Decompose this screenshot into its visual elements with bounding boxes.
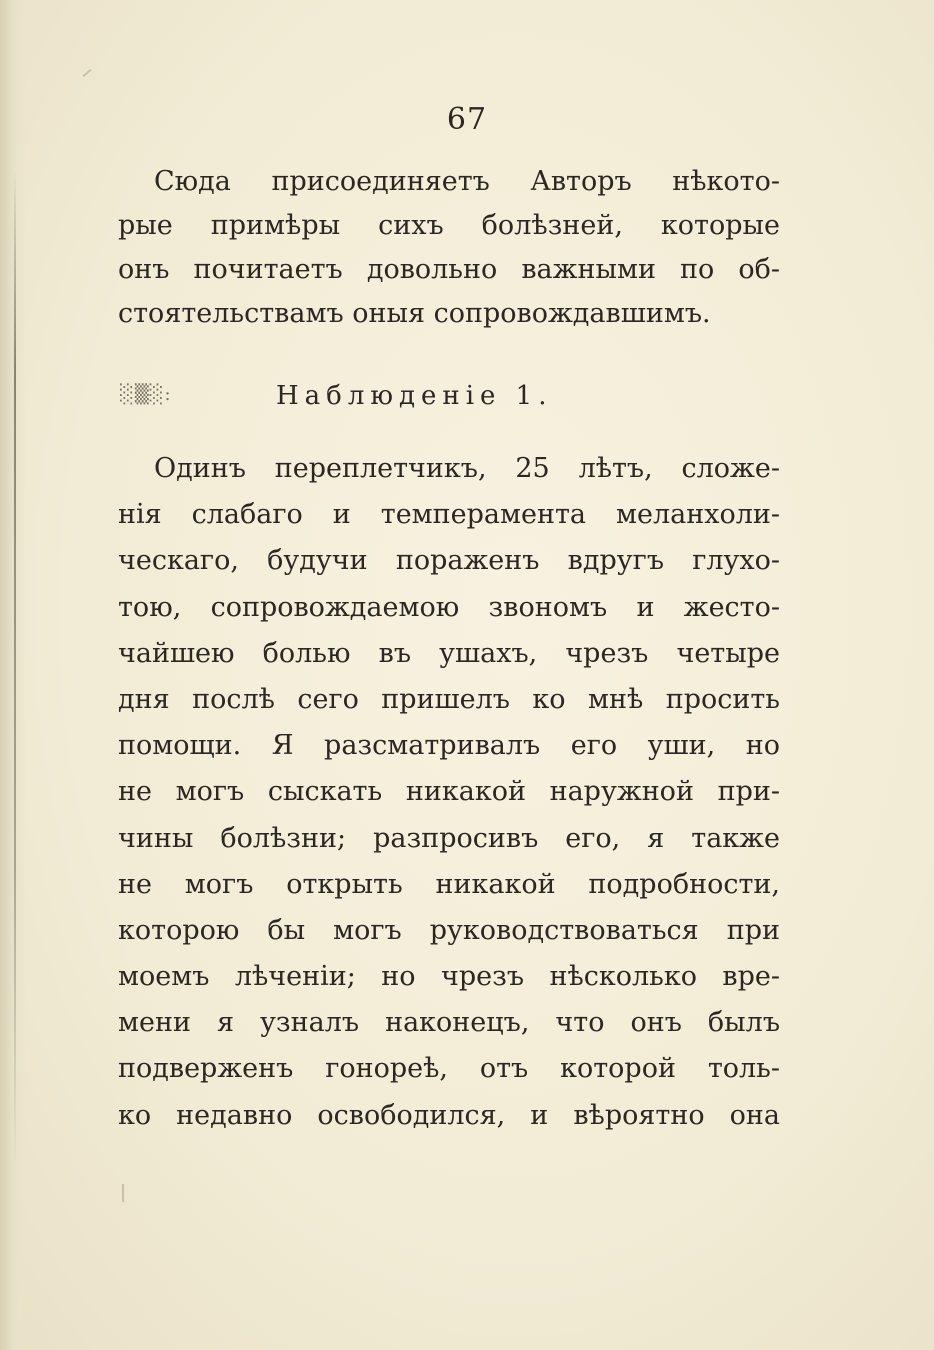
binding-gutter: [0, 0, 26, 1350]
paper-mark: [83, 69, 92, 77]
text-line: чины болѣзни; разпросивъ его, я также: [118, 822, 780, 854]
text-line: ческаго, будучи пораженъ вдругъ глухо-: [118, 545, 780, 577]
text-line: Сюда присоединяетъ Авторъ нѣкото-: [154, 166, 780, 197]
text-line: не могъ открыть никакой подробности,: [118, 868, 780, 900]
text-line: ко недавно освободился, и вѣроятно она: [118, 1099, 780, 1131]
text-line: чайшею болью въ ушахъ, чрезъ четыре: [118, 637, 780, 669]
binding-edge-line: [14, 170, 16, 1170]
text-line: дня послѣ сего пришелъ ко мнѣ просить: [118, 683, 780, 715]
text-line: которою бы могъ руководствоваться при: [118, 914, 780, 946]
text-line: не могъ сыскать никакой наружной при-: [118, 776, 780, 808]
text-line: Одинъ переплетчикъ, 25 лѣтъ, сложе-: [154, 453, 780, 484]
text-line: тою, сопровождаемою звономъ и жесто-: [118, 591, 780, 623]
observation-paragraph: [118, 446, 780, 1139]
section-heading: Наблюденіе 1.: [276, 381, 553, 411]
ink-smudge-ornament: ░▒░:: [120, 384, 172, 405]
page-number: 67: [446, 102, 488, 137]
text-line: рые примѣры сихъ болѣзней, которые: [118, 210, 780, 241]
section-heading-row: [118, 370, 780, 422]
text-line: мени я узналъ наконецъ, что онъ былъ: [118, 1007, 780, 1039]
text-line: моемъ лѣченіи; но чрезъ нѣсколько вре-: [118, 961, 780, 993]
text-line: стоятельствамъ оныя сопровождавшимъ.: [118, 298, 711, 329]
text-line: подверженъ гонореѣ, отъ которой толь-: [118, 1053, 780, 1085]
text-line: нія слабаго и темперамента меланхоли-: [118, 499, 780, 531]
text-line: помощи. Я разсматривалъ его уши, но: [118, 730, 780, 762]
text-line: онъ почитаетъ довольно важными по об-: [118, 254, 780, 285]
paper-mark: [122, 1184, 124, 1202]
intro-paragraph: [118, 160, 780, 336]
